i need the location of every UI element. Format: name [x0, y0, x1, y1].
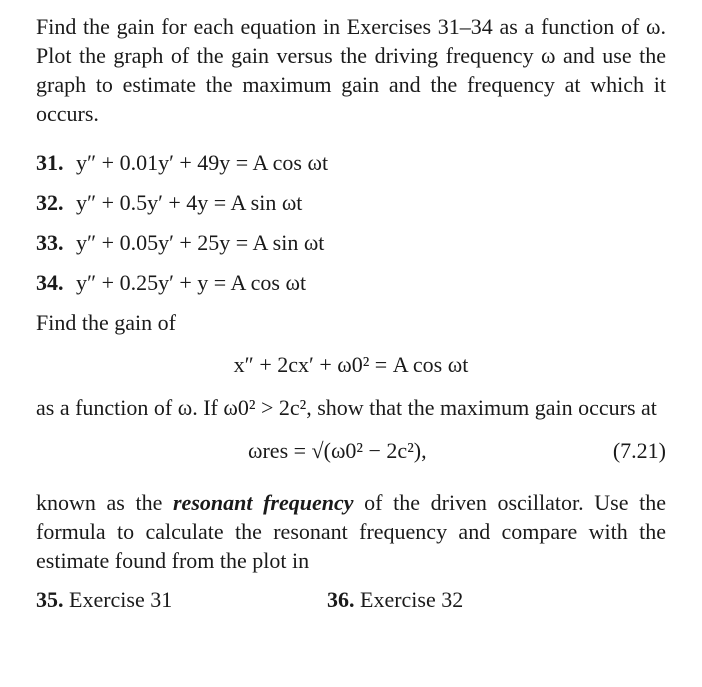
exercise-35 — [36, 585, 172, 614]
exercise-number: 35. — [36, 587, 64, 612]
exercise-label: Exercise 32 — [360, 587, 464, 612]
display-equation: x″ + 2cx′ + ω0² = A cos ωt — [233, 352, 469, 377]
exercise-list — [36, 142, 666, 302]
textbook-page — [36, 12, 666, 621]
exercise-34 — [36, 262, 666, 302]
exercise-31 — [36, 142, 666, 182]
exercise-equation: y″ + 0.25y′ + y = A cos ωt — [76, 269, 307, 295]
exercise-equation: y″ + 0.01y′ + 49y = A cos ωt — [76, 149, 329, 175]
find-gain-text: Find the gain of — [36, 310, 176, 335]
exercise-number: 32. — [36, 189, 64, 215]
resonance-display — [36, 422, 666, 488]
exercise-number: 36. — [327, 587, 355, 612]
known-as-suffix: of the driven oscillator. Use the formula to calculate the resonant frequency and compare with the estimate found from the plot in — [36, 490, 666, 573]
exercise-label: Exercise 31 — [69, 587, 173, 612]
exercise-32 — [36, 182, 666, 222]
known-as-prefix: known as the — [36, 490, 173, 515]
equation-number: (7.21) — [612, 438, 666, 463]
exercise-number: 33. — [36, 229, 64, 255]
exercise-equation: y″ + 0.5y′ + 4y = A sin ωt — [76, 189, 303, 215]
exercise-number: 31. — [36, 149, 64, 175]
exercise-equation: y″ + 0.05y′ + 25y = A sin ωt — [76, 229, 325, 255]
resonant-frequency-term: resonant frequency — [173, 490, 354, 515]
condition-paragraph: as a function of ω. If ω0² > 2c², show that the maximum gain occurs at — [36, 395, 657, 420]
intro-paragraph: Find the gain for each equation in Exercises 31–34 as a function of ω. Plot the graph of the gain versus the driving frequency ω and use the graph to estimate the maximum gain and the frequency at which it occurs. — [36, 14, 666, 126]
exercise-36 — [327, 585, 463, 614]
resonance-formula: ωres = √(ω0² − 2c²), — [248, 438, 427, 463]
exercise-33 — [36, 222, 666, 262]
known-as-paragraph — [36, 488, 666, 575]
final-exercises — [36, 585, 666, 621]
exercise-number: 34. — [36, 269, 64, 295]
